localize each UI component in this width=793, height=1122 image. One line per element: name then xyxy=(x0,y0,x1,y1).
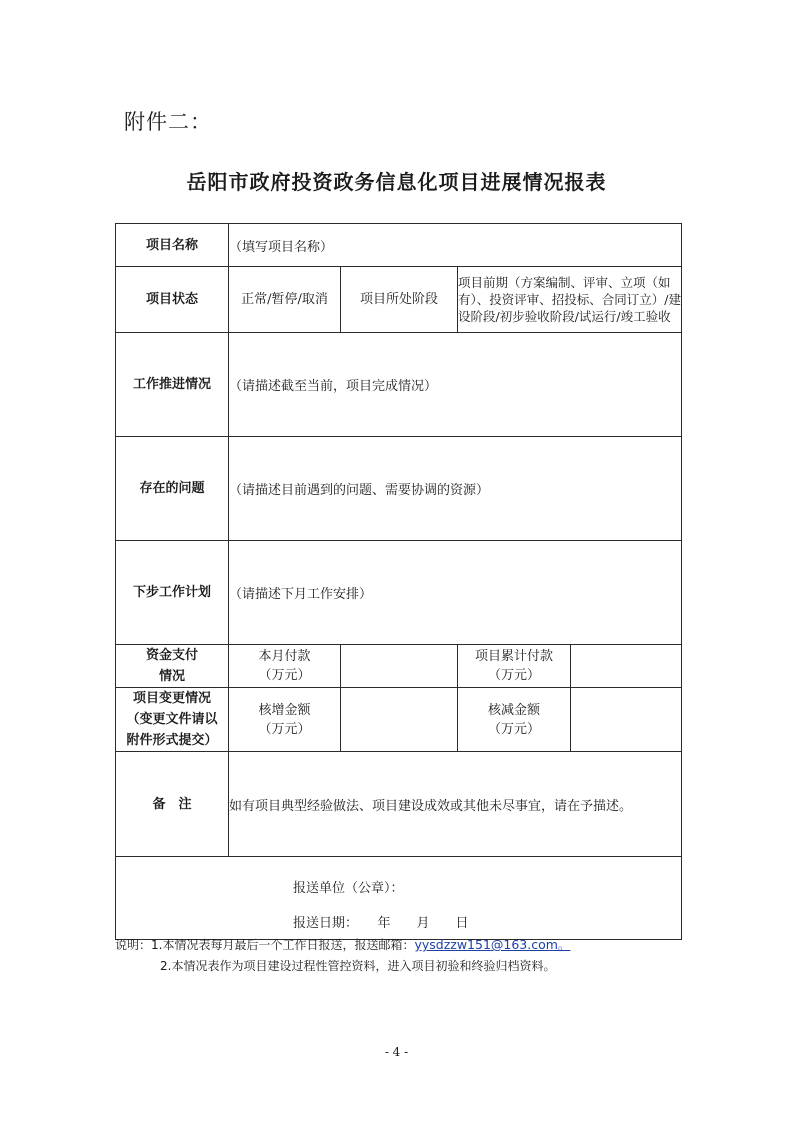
row-next-plan xyxy=(116,541,682,645)
work-progress-label: 工作推进情况 xyxy=(116,333,229,437)
row-problems xyxy=(116,437,682,541)
problems-label: 存在的问题 xyxy=(116,437,229,541)
next-plan-label: 下步工作计划 xyxy=(116,541,229,645)
row-work-progress xyxy=(116,333,682,437)
project-status-label: 项目状态 xyxy=(116,267,229,333)
changes-label: 项目变更情况 （变更文件请以 附件形式提交） xyxy=(116,688,229,752)
note-2: 2.本情况表作为项目建设过程性管控资料，进入项目初验和终验归档资料。 xyxy=(160,959,556,973)
reporting-date-label: 报送日期： 年 月 日 xyxy=(293,916,469,931)
project-name-field[interactable]: （填写项目名称） xyxy=(229,224,682,267)
row-payment xyxy=(116,645,682,688)
monthly-payment-field[interactable] xyxy=(341,645,458,688)
row-remarks xyxy=(116,752,682,857)
problems-field[interactable]: （请描述目前遇到的问题、需要协调的资源） xyxy=(229,437,682,541)
project-stage-label: 项目所处阶段 xyxy=(341,267,458,333)
project-status-options[interactable]: 正常/暂停/取消 xyxy=(229,267,341,333)
note-1 xyxy=(115,934,570,956)
row-project-status xyxy=(116,267,682,333)
reporting-unit-label: 报送单位（公章）： xyxy=(293,881,404,896)
row-project-name xyxy=(116,224,682,267)
cumulative-payment-field[interactable] xyxy=(571,645,682,688)
row-signature xyxy=(116,857,682,940)
cumulative-payment-label: 项目累计付款 （万元） xyxy=(458,645,571,688)
increase-amount-label: 核增金额 （万元） xyxy=(229,688,341,752)
project-stage-options[interactable]: 项目前期（方案编制、评审、立项（如有）、投资评审、招投标、合同订立）/建设阶段/初步验收阶段/试运行/竣工验收 xyxy=(458,267,682,333)
signature-cell[interactable] xyxy=(116,857,682,940)
email-link[interactable]: yysdzzw151@163.com。 xyxy=(414,937,571,952)
notes xyxy=(115,934,570,977)
monthly-payment-label: 本月付款 （万元） xyxy=(229,645,341,688)
page-title: 岳阳市政府投资政务信息化项目进展情况报表 xyxy=(186,170,607,194)
next-plan-field[interactable]: （请描述下月工作安排） xyxy=(229,541,682,645)
increase-amount-field[interactable] xyxy=(341,688,458,752)
decrease-amount-label: 核减金额 （万元） xyxy=(458,688,571,752)
payment-label: 资金支付 情况 xyxy=(116,645,229,688)
progress-report-table xyxy=(115,223,682,940)
work-progress-field[interactable]: （请描述截至当前，项目完成情况） xyxy=(229,333,682,437)
note-1-text: 说明：1.本情况表每月最后一个工作日报送，报送邮箱： xyxy=(115,938,415,952)
attachment-label: 附件二： xyxy=(124,110,212,134)
remarks-field[interactable]: 如有项目典型经验做法、项目建设成效或其他未尽事宜，请在予描述。 xyxy=(229,752,682,857)
row-changes xyxy=(116,688,682,752)
page-number: - 4 - xyxy=(384,1045,409,1059)
remarks-label: 备 注 xyxy=(116,752,229,857)
project-name-label: 项目名称 xyxy=(116,224,229,267)
decrease-amount-field[interactable] xyxy=(571,688,682,752)
